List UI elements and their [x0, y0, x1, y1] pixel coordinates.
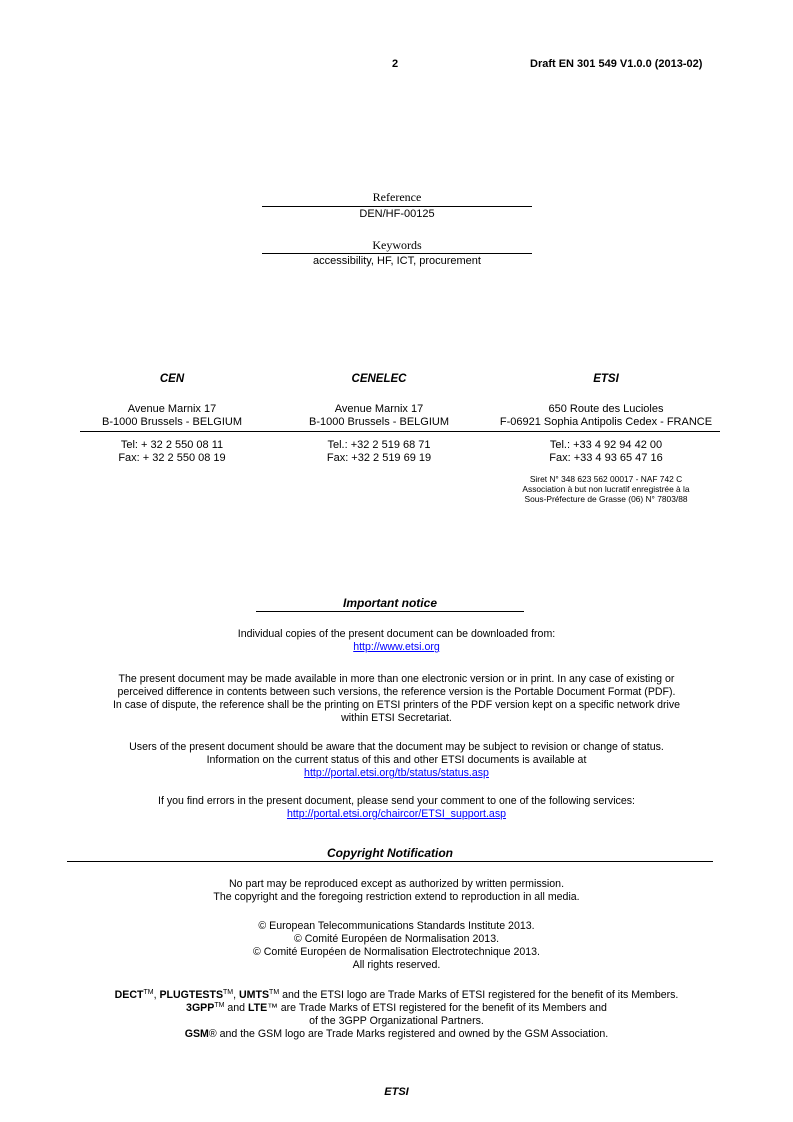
- trademark-text: ® and the GSM logo are Trade Marks registered and owned by the GSM Association.: [208, 1028, 609, 1040]
- keywords-divider: [262, 253, 532, 254]
- org-address-line2: B-1000 Brussels - BELGIUM: [309, 416, 449, 428]
- trademark-dect: DECT: [114, 989, 144, 1001]
- important-notice-title: Important notice: [342, 596, 437, 610]
- trademark-plugtests: PLUGTESTS: [159, 989, 224, 1001]
- permission-line: No part may be reproduced except as authorized by written permission.: [228, 878, 565, 890]
- copyright-divider: [67, 861, 713, 862]
- trademark-line-2: [40, 1002, 753, 1015]
- trademark-text: ™ are Trade Marks of ETSI registered for the benefit of its Members and: [267, 1002, 607, 1014]
- keywords-value: accessibility, HF, ICT, procurement: [313, 255, 481, 267]
- org-name: ETSI: [593, 373, 619, 385]
- copyright-notice: © Comité Européen de Normalisation Electrotechnique 2013.: [253, 946, 540, 958]
- trademark-line-4: [40, 1028, 753, 1041]
- copyright-notice: © European Telecommunications Standards Institute 2013.: [258, 920, 535, 932]
- reference-value: DEN/HF-00125: [359, 208, 435, 220]
- trademark-line-1: DECT™, PLUGTESTS™, UMTS™ and the ETSI logo are Trade Marks of ETSI registered for the benefit of its Members.: [114, 989, 679, 1001]
- support-link[interactable]: http://portal.etsi.org/chaircor/ETSI_support.asp: [286, 808, 507, 820]
- reference-label: Reference: [372, 190, 422, 204]
- org-address-line1: Avenue Marnix 17: [334, 403, 424, 415]
- important-notice-divider: [256, 611, 524, 612]
- trademark-3gpp: 3GPP: [186, 1002, 215, 1014]
- etsi-website-link[interactable]: http://www.etsi.org: [353, 641, 440, 653]
- permission-line: The copyright and the foregoing restriction extend to reproduction in all media.: [213, 891, 580, 903]
- tm-mark: TM: [214, 1002, 225, 1009]
- trademarks-paragraph: [40, 989, 753, 1041]
- trademark-line-3: of the 3GPP Organizational Partners.: [309, 1015, 484, 1027]
- org-siret: Siret N° 348 623 562 00017 - NAF 742 C: [529, 474, 683, 484]
- download-paragraph: [40, 628, 753, 654]
- org-fax: Fax: +33 4 93 65 47 16: [549, 452, 663, 464]
- tm-mark: TM: [269, 989, 280, 996]
- org-address-line1: 650 Route des Lucioles: [548, 403, 664, 415]
- copyright-notices: [40, 920, 753, 972]
- page-number: 2: [392, 58, 399, 70]
- document-title: Draft EN 301 549 V1.0.0 (2013-02): [530, 58, 703, 70]
- tm-mark: TM: [223, 989, 234, 996]
- errors-paragraph: [40, 795, 753, 821]
- organizations-divider: [80, 431, 720, 432]
- org-prefecture: Sous-Préfecture de Grasse (06) N° 7803/88: [524, 494, 688, 504]
- footer-etsi: ETSI: [384, 1086, 409, 1098]
- trademark-umts: UMTS: [239, 989, 270, 1001]
- status-line: Information on the current status of this and other ETSI documents is available at: [206, 754, 587, 766]
- errors-text: If you find errors in the present document, please send your comment to one of the following services:: [158, 795, 635, 807]
- org-association: Association à but non lucratif enregistrée à la: [522, 484, 690, 494]
- trademark-text: and: [224, 1002, 248, 1014]
- org-tel: Tel.: +33 4 92 94 42 00: [549, 439, 663, 451]
- tm-mark: TM: [143, 989, 154, 996]
- copyright-notice: All rights reserved.: [352, 959, 441, 971]
- status-paragraph: [40, 741, 753, 780]
- status-link[interactable]: http://portal.etsi.org/tb/status/status.asp: [304, 767, 489, 779]
- org-name: CENELEC: [351, 373, 407, 385]
- download-text: Individual copies of the present document can be downloaded from:: [237, 628, 556, 640]
- org-etsi: [486, 373, 726, 504]
- org-name: CEN: [159, 373, 185, 385]
- org-address-line2: F-06921 Sophia Antipolis Cedex - FRANCE: [499, 416, 713, 428]
- trademark-lte: LTE: [247, 1002, 268, 1014]
- versions-line: In case of dispute, the reference shall be the printing on ETSI printers of the PDF version kept on a specific network drive: [112, 699, 681, 711]
- org-cen: [87, 373, 257, 465]
- org-address-line2: B-1000 Brussels - BELGIUM: [102, 416, 242, 428]
- status-line: Users of the present document should be aware that the document may be subject to revision or change of status.: [129, 741, 664, 753]
- versions-line: within ETSI Secretariat.: [341, 712, 452, 724]
- versions-line: The present document may be made available in more than one electronic version or in print. In any case of existing or: [118, 673, 675, 685]
- org-address-line1: Avenue Marnix 17: [127, 403, 217, 415]
- permission-paragraph: [40, 878, 753, 904]
- copyright-notice: © Comité Européen de Normalisation 2013.: [293, 933, 500, 945]
- versions-paragraph: [40, 673, 753, 725]
- keywords-label: Keywords: [372, 238, 422, 252]
- org-fax: Fax: + 32 2 550 08 19: [118, 452, 226, 464]
- org-tel: Tel.: +32 2 519 68 71: [327, 439, 431, 451]
- org-tel: Tel: + 32 2 550 08 11: [120, 439, 224, 451]
- trademark-text: and the ETSI logo are Trade Marks of ETSI registered for the benefit of its Members.: [279, 989, 679, 1001]
- org-fax: Fax: +32 2 519 69 19: [326, 452, 432, 464]
- copyright-title: Copyright Notification: [327, 846, 453, 860]
- org-cenelec: [294, 373, 464, 465]
- trademark-gsm: GSM: [184, 1028, 209, 1040]
- versions-line: perceived difference in contents between such versions, the reference version is the Portable Document Format (PDF).: [117, 686, 676, 698]
- reference-divider: [262, 206, 532, 207]
